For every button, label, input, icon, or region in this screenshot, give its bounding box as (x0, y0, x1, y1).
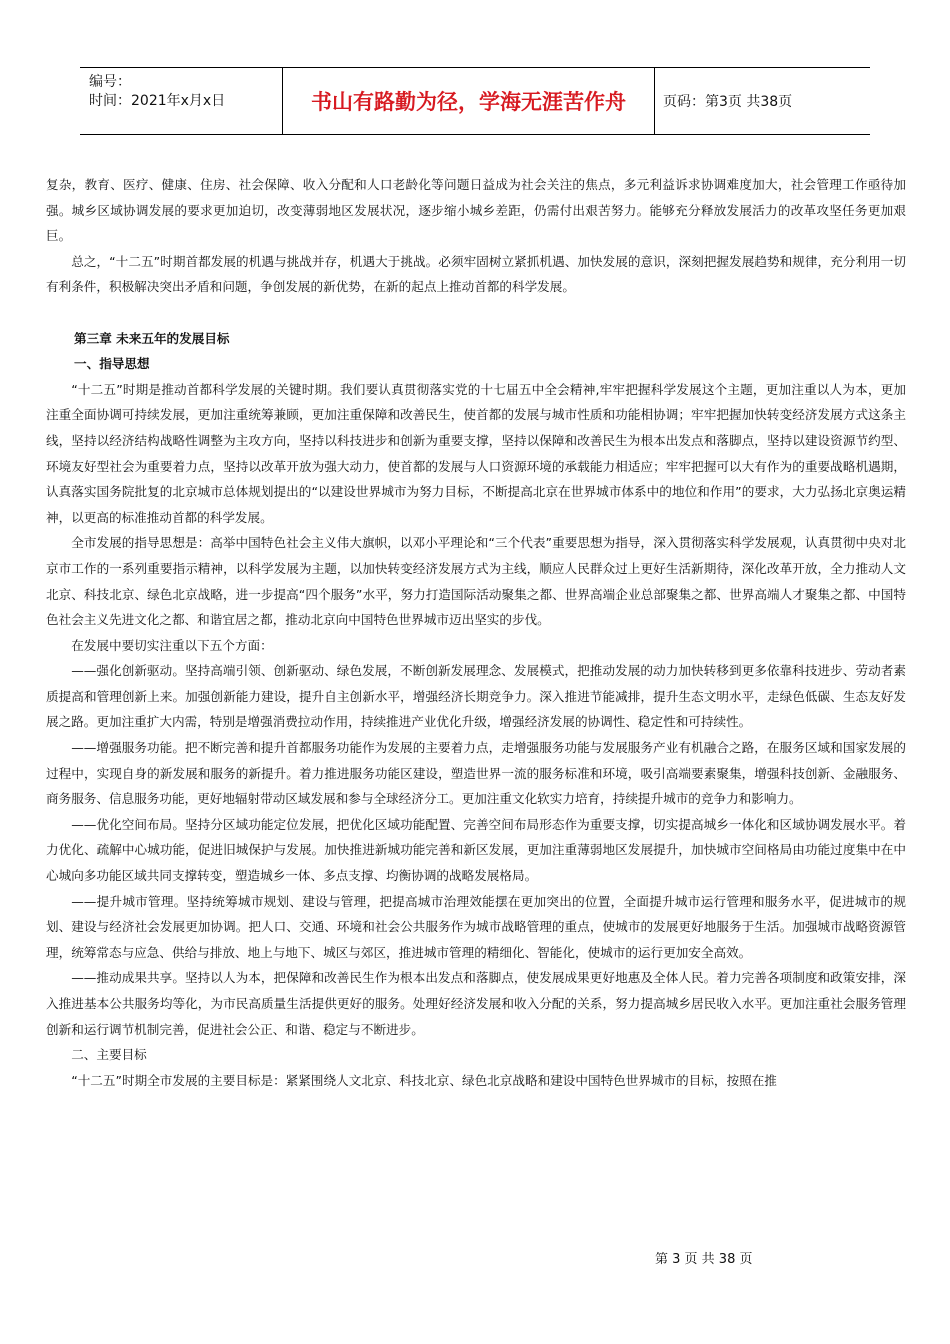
page-header (80, 67, 870, 135)
section-title-main-goals: 二、主要目标 (71, 1047, 147, 1063)
paragraph-guiding-2: 全市发展的指导思想是：高举中国特色社会主义伟大旗帜，以邓小平理论和“三个代表”重要思想为指导，深入贯彻落实科学发展观，认真贯彻中央对北京市工作的一系列重要指示精神，以科学发展为主题，以加快转变经济发展方式为主线，顺应人民群众过上更好生活新期待，深化改革开放，全力推动人文北京、科技北京、绿色北京战略，进一步提高“四个服务”水平，努力打造国际活动聚集之都、世界高端企业总部聚集之都、世界高端人才聚集之都、中国特色社会主义先进文化之都、和谐宜居之都，推动北京向中国特色世界城市迈出坚实的步伐。 (46, 535, 906, 628)
spacer (46, 300, 906, 326)
paragraph-five-aspects: 在发展中要切实注重以下五个方面： (71, 637, 273, 653)
section-title-guiding-ideology: 一、指导思想 (74, 356, 150, 372)
paragraph-innovation: ——强化创新驱动。坚持高端引领、创新驱动、绿色发展，不断创新发展理念、发展模式，把推动发展的动力加快转移到更多依靠科技进步、劳动者素质提高和管理创新上来。加强创新能力建设，提升自主创新水平，增强经济长期竞争力。深入推进节能减排，提升生态文明水平，走绿色低碳、生态友好发展之路。更加注重扩大内需，特别是增强消费拉动作用，持续推进产业优化升级，增强经济发展的协调性、稳定性和可持续性。 (46, 663, 906, 730)
paragraph-city-management: ——提升城市管理。坚持统筹城市规划、建设与管理，把提高城市治理效能摆在更加突出的位置，全面提升城市运行管理和服务水平，促进城市的规划、建设与经济社会发展更加协调。把人口、交通、环境和社会公共服务作为城市战略管理的重点，使城市的发展更好地服务于生活。加强城市战略资源管理，统筹常态与应急、供给与排放、地上与地下、城区与郊区，推进城市管理的精细化、智能化，使城市的运行更加安全高效。 (46, 893, 906, 960)
header-meta (80, 68, 283, 134)
paragraph-summary: 总之，“十二五”时期首都发展的机遇与挑战并存，机遇大于挑战。必须牢固树立紧抓机遇、加快发展的意识，深刻把握发展趋势和规律，充分利用一切有利条件，积极解决突出矛盾和问题，争创发展的新优势，在新的起点上推动首都的科学发展。 (46, 253, 906, 295)
document-number: 编号： (89, 74, 131, 90)
paragraph-guiding-1: “十二五”时期是推动首都科学发展的关键时期。我们要认真贯彻落实党的十七届五中全会精神,牢牢把握科学发展这个主题，更加注重以人为本，更加注重全面协调可持续发展，更加注重统筹兼顾，更加注重保障和改善民生，使首都的发展与城市性质和功能相协调；牢牢把握加快转变经济发展方式这条主线，坚持以经济结构战略性调整为主攻方向，坚持以科技进步和创新为重要支撑，坚持以保障和改善民生为根本出发点和落脚点，坚持以建设资源节约型、环境友好型社会为重要着力点，坚持以改革开放为强大动力，使首都的发展与人口资源环境的承载能力相适应；牢牢把握可以大有作为的重要战略机遇期，认真落实国务院批复的北京城市总体规划提出的“以建设世界城市为努力目标，不断提高北京在世界城市体系中的地位和作用”的要求，大力弘扬北京奥运精神，以更高的标准推动首都的科学发展。 (46, 381, 906, 525)
paragraph-spatial-layout: ——优化空间布局。坚持分区域功能定位发展，把优化区域功能配置、完善空间布局形态作为重要支撑，切实提高城乡一体化和区域协调发展水平。着力优化、疏解中心城功能，促进旧城保护与发展。加快推进新城功能完善和新区发展，更加注重薄弱地区发展提升，加快城市空间格局由功能过度集中在中心城向多功能区域共同支撑转变，塑造城乡一体、多点支撑、均衡协调的战略发展格局。 (46, 816, 906, 884)
header-page-info: 页码：第3页 共38页 (663, 94, 793, 110)
page-footer: 第 3 页 共 38 页 (655, 1252, 753, 1267)
paragraph-main-goals: “十二五”时期全市发展的主要目标是：紧紧围绕人文北京、科技北京、绿色北京战略和建设中国特色世界城市的目标，按照在推 (71, 1072, 777, 1088)
chapter-title: 第三章 未来五年的发展目标 (74, 330, 230, 346)
document-body (46, 172, 906, 1093)
paragraph-continuation: 复杂，教育、医疗、健康、住房、社会保障、收入分配和人口老龄化等问题日益成为社会关注的焦点，多元利益诉求协调难度加大，社会管理工作亟待加强。城乡区域协调发展的要求更加迫切，改变薄弱地区发展状况，逐步缩小城乡差距，仍需付出艰苦努力。能够充分释放发展活力的改革攻坚任务更加艰巨。 (46, 177, 906, 244)
header-motto: 书山有路勤为径，学海无涯苦作舟 (283, 68, 655, 134)
paragraph-sharing: ——推动成果共享。坚持以人为本，把保障和改善民生作为根本出发点和落脚点，使发展成果更好地惠及全体人民。着力完善各项制度和政策安排，深入推进基本公共服务均等化，为市民高质量生活提供更好的服务。处理好经济发展和收入分配的关系，努力提高城乡居民收入水平。更加注重社会服务管理创新和运行调节机制完善，促进社会公正、和谐、稳定与不断进步。 (46, 970, 906, 1037)
paragraph-service: ——增强服务功能。把不断完善和提升首都服务功能作为发展的主要着力点，走增强服务功能与发展服务产业有机融合之路，在服务区域和国家发展的过程中，实现自身的新发展和服务的新提升。着力推进服务功能区建设，塑造世界一流的服务标准和环境，吸引高端要素聚集，增强科技创新、金融服务、商务服务、信息服务功能，更好地辐射带动区域发展和参与全球经济分工。更加注重文化软实力培育，持续提升城市的竞争力和影响力。 (46, 740, 906, 807)
document-time: 时间：2021年x月x日 (89, 93, 226, 109)
